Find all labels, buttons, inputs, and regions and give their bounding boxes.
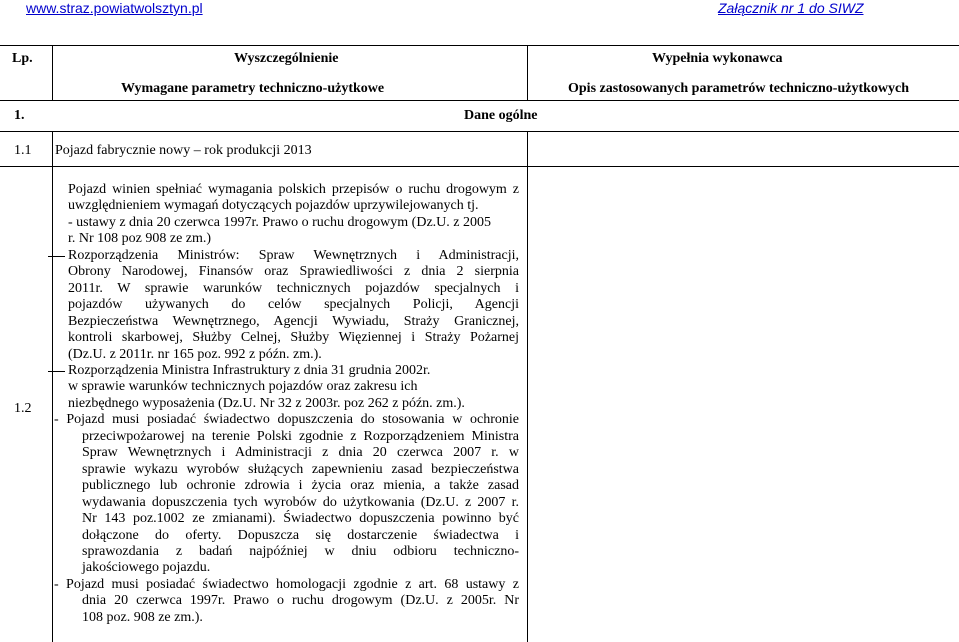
row-divider	[0, 131, 959, 132]
col-divider	[52, 131, 53, 642]
text-line: kontroli skarbowej, Służby Celnej, Służby Więziennej i Straży Pożarnej	[68, 330, 519, 346]
row-divider	[0, 166, 959, 167]
col-header-fill: Wypełnia wykonawca	[652, 51, 783, 66]
text-line: Pojazd winien spełniać wymagania polskich przepisów o ruchu drogowym z	[68, 182, 519, 197]
row-number: 1.1	[14, 143, 32, 158]
requirements-text	[54, 182, 519, 626]
text-line: r. Nr 108 poz 908 ze zm.)	[68, 231, 212, 247]
text-line: dnia 20 czerwca 1997r. Prawo o ruchu drogowym (Dz.U. z 2005r. Nr	[82, 593, 519, 609]
text-line: - ustawy z dnia 20 czerwca 1997r. Prawo o ruchu drogowym (Dz.U. z 2005	[68, 214, 491, 230]
section-number: 1.	[14, 108, 25, 123]
text-line: przeciwpożarowej na terenie Polski zgodnie z Rozporządzeniem Ministra	[82, 428, 519, 444]
text-line: wydawania dopuszczenia tych wyrobów do użytkowania (Dz.U. z 2007 r.	[82, 494, 519, 510]
table-top-border	[0, 45, 959, 46]
text-line: publicznego lub ochronie zdrowia i życia oraz mienia, a także zasad	[82, 478, 519, 494]
col-header-spec: Wyszczególnienie	[234, 51, 339, 66]
col-header-lp: Lp.	[12, 51, 33, 66]
sub-header-required: Wymagane parametry techniczno-użytkowe	[121, 81, 385, 96]
text-line: uwzględnieniem wymagań dotyczących pojazdów uprzywilejowanych tj.	[68, 198, 479, 214]
text-line: w sprawie warunków technicznych pojazdów oraz zakresu ich	[68, 379, 418, 395]
text-line: sprawozdania z badań najpóźniej w dniu odbioru techniczno-	[82, 543, 519, 559]
row-text: Pojazd fabrycznie nowy – rok produkcji 2013	[55, 143, 312, 158]
col-divider	[52, 45, 53, 100]
text-line: Obrony Narodowej, Finansów oraz Sprawiedliwości z dnia 2 sierpnia	[68, 264, 519, 280]
text-line: niezbędnego wyposażenia (Dz.U. Nr 32 z 2003r. poz 262 z późn. zm.).	[68, 395, 465, 411]
row-divider	[0, 100, 959, 101]
text-line: Nr 143 poz.1002 ze zmianami). Świadectwo dopuszczenia powinno być	[82, 511, 519, 527]
col-divider	[527, 45, 528, 100]
col-divider	[527, 131, 528, 642]
sub-header-description: Opis zastosowanych parametrów techniczno-użytkowych	[568, 81, 910, 96]
row-number: 1.2	[14, 401, 32, 416]
attachment-link[interactable]: Załącznik nr 1 do SIWZ	[718, 0, 864, 16]
text-line: 108 poz. 908 ze zm.).	[82, 609, 203, 625]
text-line: jakościowego pojazdu.	[82, 560, 211, 576]
site-link[interactable]: www.straz.powiatwolsztyn.pl	[26, 0, 203, 16]
text-line: pojazdów używanych do celów specjalnych Policji, Agencji	[68, 297, 519, 313]
text-line: - Pojazd musi posiadać świadectwo homologacji zgodnie z art. 68 ustawy z	[54, 576, 519, 592]
dash-item-line: Rozporządzenia Ministra Infrastruktury z dnia 31 grudnia 2002r.	[68, 363, 519, 379]
text-line: (Dz.U. z 2011r. nr 165 poz. 992 z późn. zm.).	[68, 346, 322, 362]
text-line: Spraw Wewnętrznych i Administracji z dnia 20 czerwca 2007 r. w	[82, 445, 519, 461]
section-title: Dane ogólne	[464, 108, 538, 123]
text-line: 2011r. W sprawie warunków technicznych pojazdów specjalnych i	[68, 280, 519, 296]
page-header	[0, 0, 959, 16]
text-line: dołączone do oferty. Dopuszcza się dostarczenie świadectwa i	[82, 527, 519, 543]
text-line: sprawie wykazu wyrobów służących zapewnieniu zasad bezpieczeństwa	[82, 461, 519, 477]
text-line: Bezpieczeństwa Wewnętrznego, Agencji Wywiadu, Straży Granicznej,	[68, 313, 519, 329]
dash-item-line: Rozporządzenia Ministrów: Spraw Wewnętrznych i Administracji,	[68, 247, 519, 263]
text-line: - Pojazd musi posiadać świadectwo dopuszczenia do stosowania w ochronie	[54, 412, 519, 428]
